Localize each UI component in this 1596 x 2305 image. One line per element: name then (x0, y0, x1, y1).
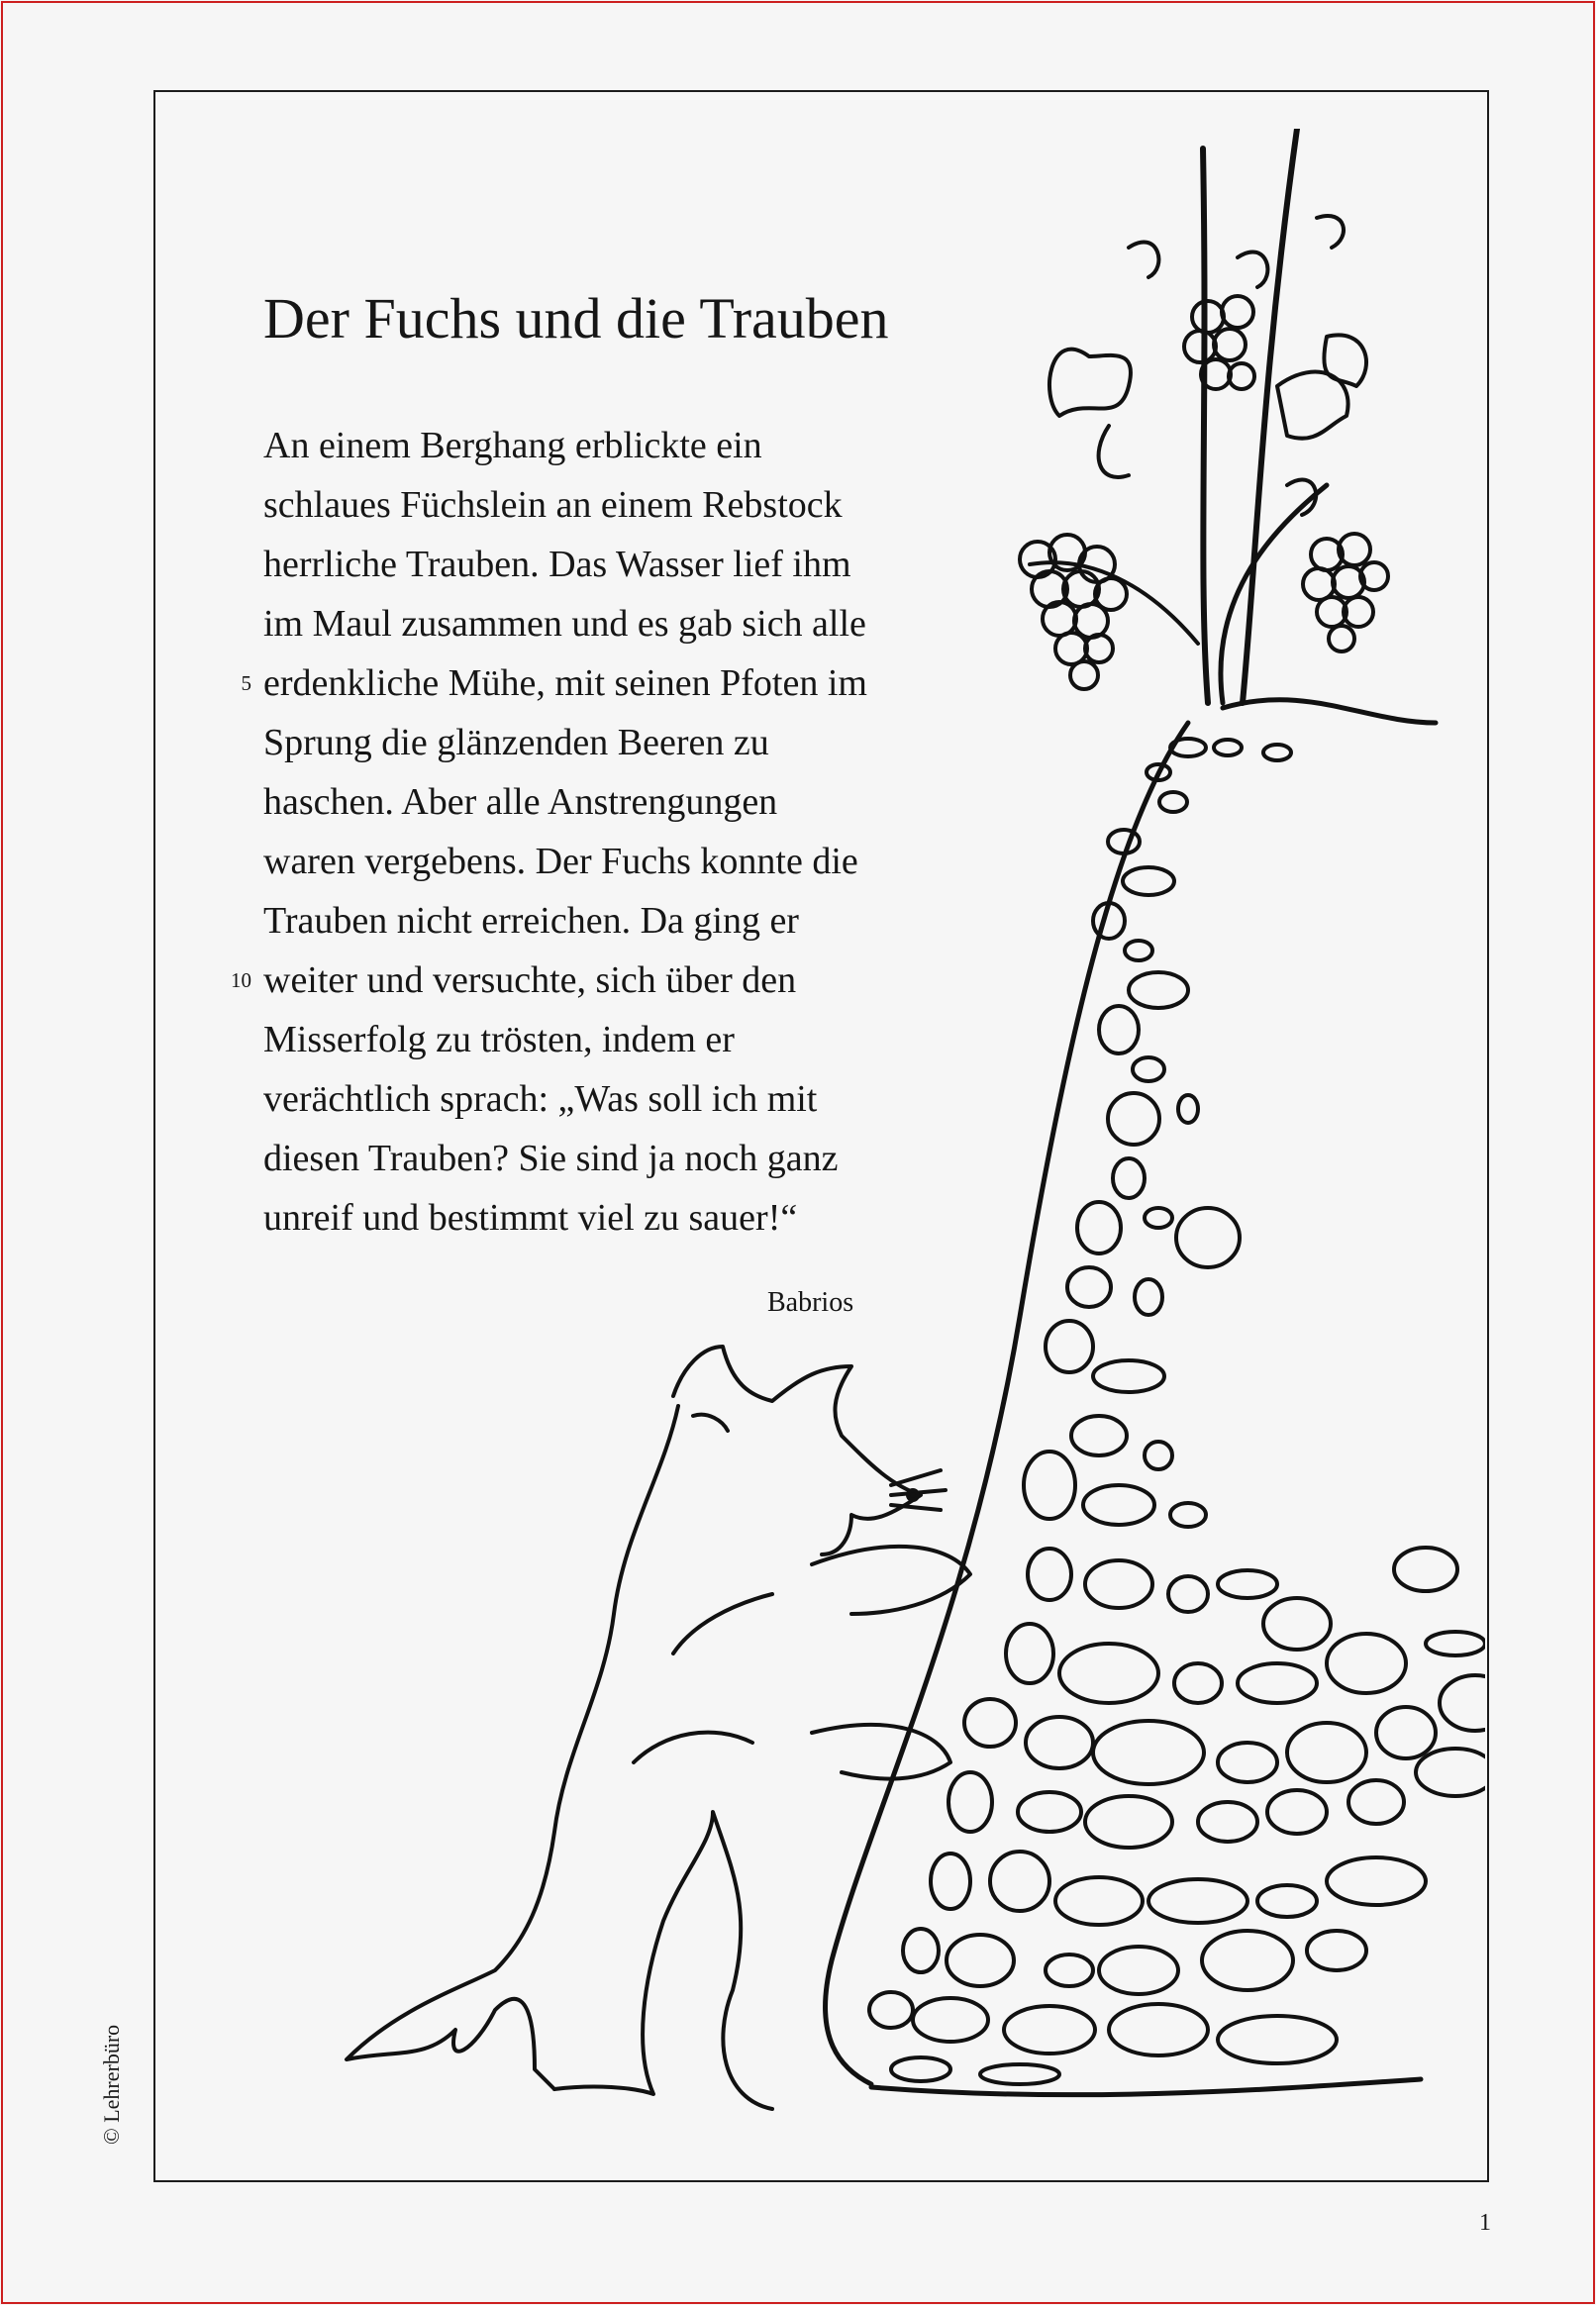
story-line-text: Misserfolg zu trösten, indem er (263, 1019, 735, 1060)
story-line-text: diesen Trauben? Sie sind ja noch ganz (263, 1138, 839, 1179)
story-line-text: schlaues Füchslein an einem Rebstock (263, 484, 843, 526)
grape-bunch-right (1303, 534, 1388, 651)
story-line-text: herrliche Trauben. Das Wasser lief ihm (263, 544, 851, 585)
story-title: Der Fuchs und die Trauben (263, 286, 889, 351)
line-number: 10 (231, 968, 251, 992)
story-line-text: Sprung die glänzenden Beeren zu (263, 722, 769, 763)
story-line-text: haschen. Aber alle Anstrengungen (263, 781, 778, 823)
grapevine-illustration (1020, 129, 1388, 703)
story-line-text: An einem Berghang erblickte ein (263, 425, 762, 466)
story-line-text: waren vergebens. Der Fuchs konnte die (263, 841, 858, 882)
stone-wall-illustration (826, 700, 1485, 2095)
story-line-text: im Maul zusammen und es gab sich alle (263, 603, 866, 645)
grape-bunch-left (1020, 535, 1127, 689)
fable-illustration (337, 129, 1485, 2168)
copyright-notice: © Lehrerbüro (99, 2024, 124, 2145)
story-line-text: weiter und versuchte, sich über den (263, 959, 797, 1001)
story-line-text: verächtlich sprach: „Was soll ich mit (263, 1078, 818, 1120)
grape-bunch-top (1184, 296, 1254, 389)
page-number: 1 (1479, 2210, 1491, 2236)
author-credit: Babrios (767, 1287, 854, 1318)
line-number: 5 (241, 671, 251, 695)
story-line-text: Trauben nicht erreichen. Da ging er (263, 900, 799, 942)
story-line-text: unreif und bestimmt viel zu sauer!“ (263, 1197, 798, 1239)
story-line-text: erdenkliche Mühe, mit seinen Pfoten im (263, 662, 867, 704)
